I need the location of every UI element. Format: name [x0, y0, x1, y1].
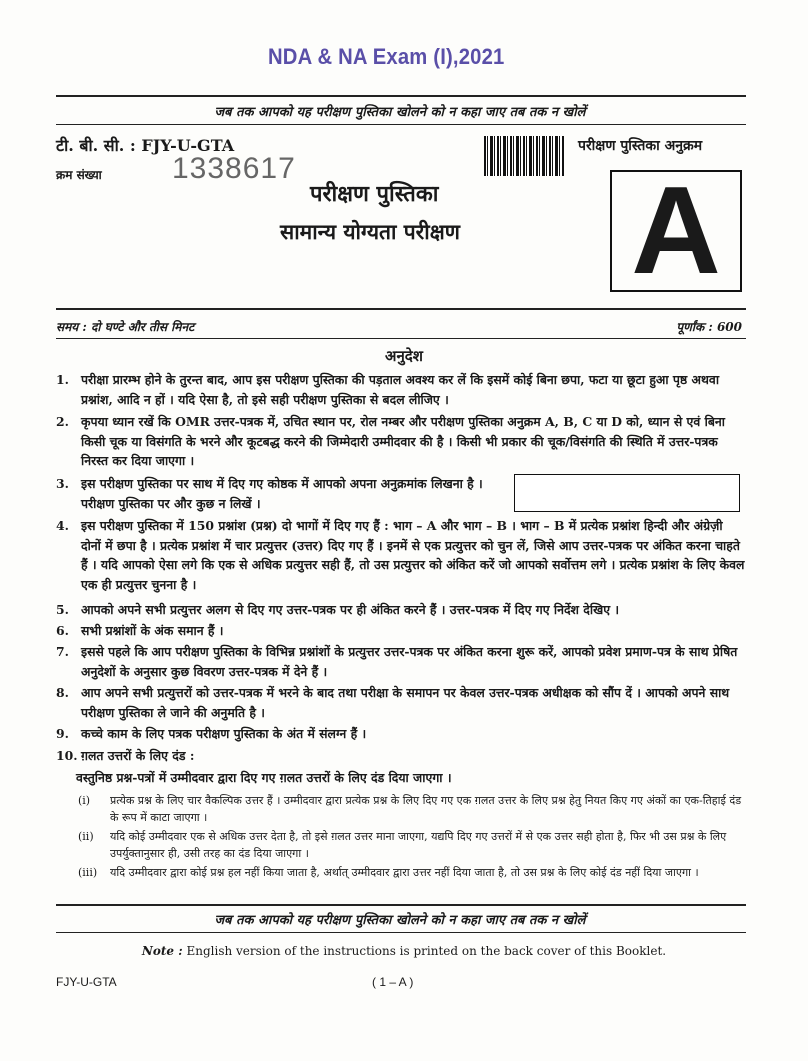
- booklet-subtitle: सामान्य योग्यता परीक्षण: [280, 219, 460, 244]
- note-text: English version of the instructions is printed on the back cover of this Booklet.: [182, 944, 667, 958]
- penalty-number: (i): [78, 794, 91, 807]
- instruction-item: [56, 642, 746, 681]
- note-label: Note :: [141, 944, 183, 958]
- instruction-text: कृपया ध्यान रखें कि OMR उत्तर-पत्रक में, उचित स्थान पर, रोल नम्बर और परीक्षण पुस्तिका अनुक्रम A, B, C या D को, ध्यान से एवं बिना किसी चूक या विसंगति के भरने और कूटबद्ध करने की जिम्मेदारी उम्मीदवार की है । किसी भी प्रकार की चूक/विसंगति की स्थिति में उत्तर-पत्रक निरस्त कर दिया जाएगा ।: [81, 414, 725, 468]
- penalty-number: (iii): [78, 866, 98, 879]
- time-rule: [56, 338, 746, 339]
- penalty-item: [78, 792, 744, 826]
- penalty-item: [78, 828, 744, 862]
- instruction-item: [56, 683, 746, 722]
- instruction-text: इस परीक्षण पुस्तिका में 150 प्रश्नांश (प्रश्न) दो भागों में दिए गए हैं : भाग – A और भाग – B । भाग – B में प्रत्येक प्रश्नांश हिन्दी और अंग्रेज़ी दोनों में छपा है । प्रत्येक प्रश्नांश में चार प्रत्युत्तर (उत्तर) दिए गए हैं । इनमें से एक प्रत्युत्तर को चुन लें, जिसे आप उत्तर-पत्रक पर अंकित करना चाहते हैं । यदि आपको ऐसा लगे कि एक से अधिक प्रत्युत्तर सही हैं, तो उस प्रत्युत्तर को अंकित करें जो आपको सर्वोत्तम लगे । प्रत्येक प्रश्नांश के लिए केवल एक ही प्रत्युत्तर चुनना है ।: [81, 518, 745, 592]
- instruction-number: 10.: [56, 748, 78, 763]
- do-not-open-banner-top: जब तक आपको यह परीक्षण पुस्तिका खोलने को न कहा जाए तब तक न खोलें: [214, 105, 586, 120]
- tbc-code: टी. बी. सी. : FJY-U-GTA: [56, 136, 235, 155]
- series-letter-box: [610, 162, 742, 300]
- sequence-label: परीक्षण पुस्तिका अनुक्रम: [578, 138, 703, 154]
- banner-rule: [56, 124, 746, 125]
- instruction-text: आप अपने सभी प्रत्युत्तरों को उत्तर-पत्रक में भरने के बाद तथा परीक्षा के समापन पर केवल उत्तर-पत्रक अधीक्षक को सौंप दें । आपको अपने साथ परीक्षण पुस्तिका ले जाने की अनुमति है ।: [81, 685, 730, 720]
- bottom-rule: [56, 904, 746, 906]
- instruction-number: 2.: [56, 414, 69, 429]
- serial-label: क्रम संख्या: [56, 168, 102, 182]
- instruction-text: सभी प्रश्नांशों के अंक समान हैं ।: [81, 623, 224, 638]
- instruction-text: आपको अपने सभी प्रत्युत्तर अलग से दिए गए उत्तर-पत्रक पर ही अंकित करने हैं । उत्तर-पत्रक में दिए गए निर्देश देखिए ।: [81, 602, 620, 617]
- penalty-intro: [76, 768, 746, 788]
- instruction-number: 5.: [56, 602, 69, 617]
- instruction-item: [56, 412, 746, 471]
- instruction-item: [56, 516, 746, 594]
- serial-number: 1338617: [172, 152, 296, 185]
- maximum-marks: पूर्णांक : 600: [676, 320, 742, 334]
- roll-number-box[interactable]: [514, 474, 740, 512]
- bottom-banner-rule: [56, 932, 746, 933]
- instruction-item: [56, 746, 746, 766]
- instruction-number: 7.: [56, 644, 69, 659]
- barcode: [484, 136, 564, 176]
- penalty-number: (ii): [78, 830, 94, 843]
- instruction-item: [56, 621, 746, 641]
- instruction-number: 6.: [56, 623, 69, 638]
- top-rule: [56, 95, 746, 97]
- page-number: ( 1 – A ): [372, 975, 414, 989]
- penalty-text: प्रत्येक प्रश्न के लिए चार वैकल्पिक उत्तर हैं । उम्मीदवार द्वारा प्रत्येक प्रश्न के लिए दिए गए एक ग़लत उत्तर के लिए प्रश्न हेतु नियत किए गए अंकों का एक-तिहाई दंड के रूप में काटा जाएगा ।: [110, 794, 742, 824]
- instructions-heading: अनुदेश: [385, 347, 423, 365]
- instruction-item: [56, 370, 746, 409]
- instruction-text: परीक्षा प्रारम्भ होने के तुरन्त बाद, आप इस परीक्षण पुस्तिका की पड़ताल अवश्य कर लें कि इसमें कोई बिना छपा, फटा या छूटा हुआ पृष्ठ अथवा प्रश्नांश, आदि न हों । यदि ऐसा है, तो इसे सही परीक्षण पुस्तिका से बदल लीजिए ।: [81, 372, 720, 407]
- instruction-number: 8.: [56, 685, 69, 700]
- instruction-number: 9.: [56, 726, 69, 741]
- instruction-item: [56, 600, 746, 620]
- penalty-text: यदि कोई उम्मीदवार एक से अधिक उत्तर देता है, तो इसे ग़लत उत्तर माना जाएगा, यद्यपि दिए गए उत्तरों में से एक उत्तर सही होता है, फिर भी उस प्रश्न के लिए उपर्युक्तानुसार ही, उसी तरह का दंड दिया जाएगा ।: [110, 830, 727, 860]
- footer-code: FJY-U-GTA: [56, 975, 117, 989]
- instruction-text: इस परीक्षण पुस्तिका पर साथ में दिए गए कोष्ठक में आपको अपना अनुक्रमांक लिखना है । परीक्षण पुस्तिका पर और कुछ न लिखें ।: [81, 476, 483, 511]
- instruction-number: 1.: [56, 372, 69, 387]
- instruction-text: इससे पहले कि आप परीक्षण पुस्तिका के विभिन्न प्रश्नांशों के प्रत्युत्तर उत्तर-पत्रक पर अंकित करना शुरू करें, आपको प्रवेश प्रमाण-पत्र के साथ प्रेषित अनुदेशों के अनुसार कुछ विवरण उत्तर-पत्रक में देने हैं ।: [81, 644, 738, 679]
- penalty-item: [78, 864, 744, 881]
- series-letter: A: [631, 162, 721, 300]
- english-note: [0, 944, 808, 958]
- exam-stamp: NDA & NA Exam (I),2021: [268, 44, 505, 69]
- penalty-intro-text: वस्तुनिष्ठ प्रश्न-पत्रों में उम्मीदवार द्वारा दिए गए ग़लत उत्तरों के लिए दंड दिया जाएगा ।: [76, 770, 452, 785]
- instruction-text: ग़लत उत्तरों के लिए दंड :: [81, 748, 195, 763]
- penalty-text: यदि उम्मीदवार द्वारा कोई प्रश्न हल नहीं किया जाता है, अर्थात् उम्मीदवार द्वारा उत्तर नहीं दिया जाता है, तो उस प्रश्न के लिए कोई दंड नहीं दिया जाएगा ।: [110, 866, 699, 879]
- booklet-title: परीक्षण पुस्तिका: [310, 181, 439, 207]
- instruction-number: 4.: [56, 518, 69, 533]
- header-rule: [56, 308, 746, 310]
- do-not-open-banner-bottom: जब तक आपको यह परीक्षण पुस्तिका खोलने को न कहा जाए तब तक न खोलें: [214, 913, 586, 928]
- instruction-number: 3.: [56, 476, 69, 491]
- instruction-text: कच्चे काम के लिए पत्रक परीक्षण पुस्तिका के अंत में संलग्न हैं ।: [81, 726, 367, 741]
- time-allowed: समय : दो घण्टे और तीस मिनट: [56, 320, 195, 334]
- instruction-item: [56, 724, 746, 744]
